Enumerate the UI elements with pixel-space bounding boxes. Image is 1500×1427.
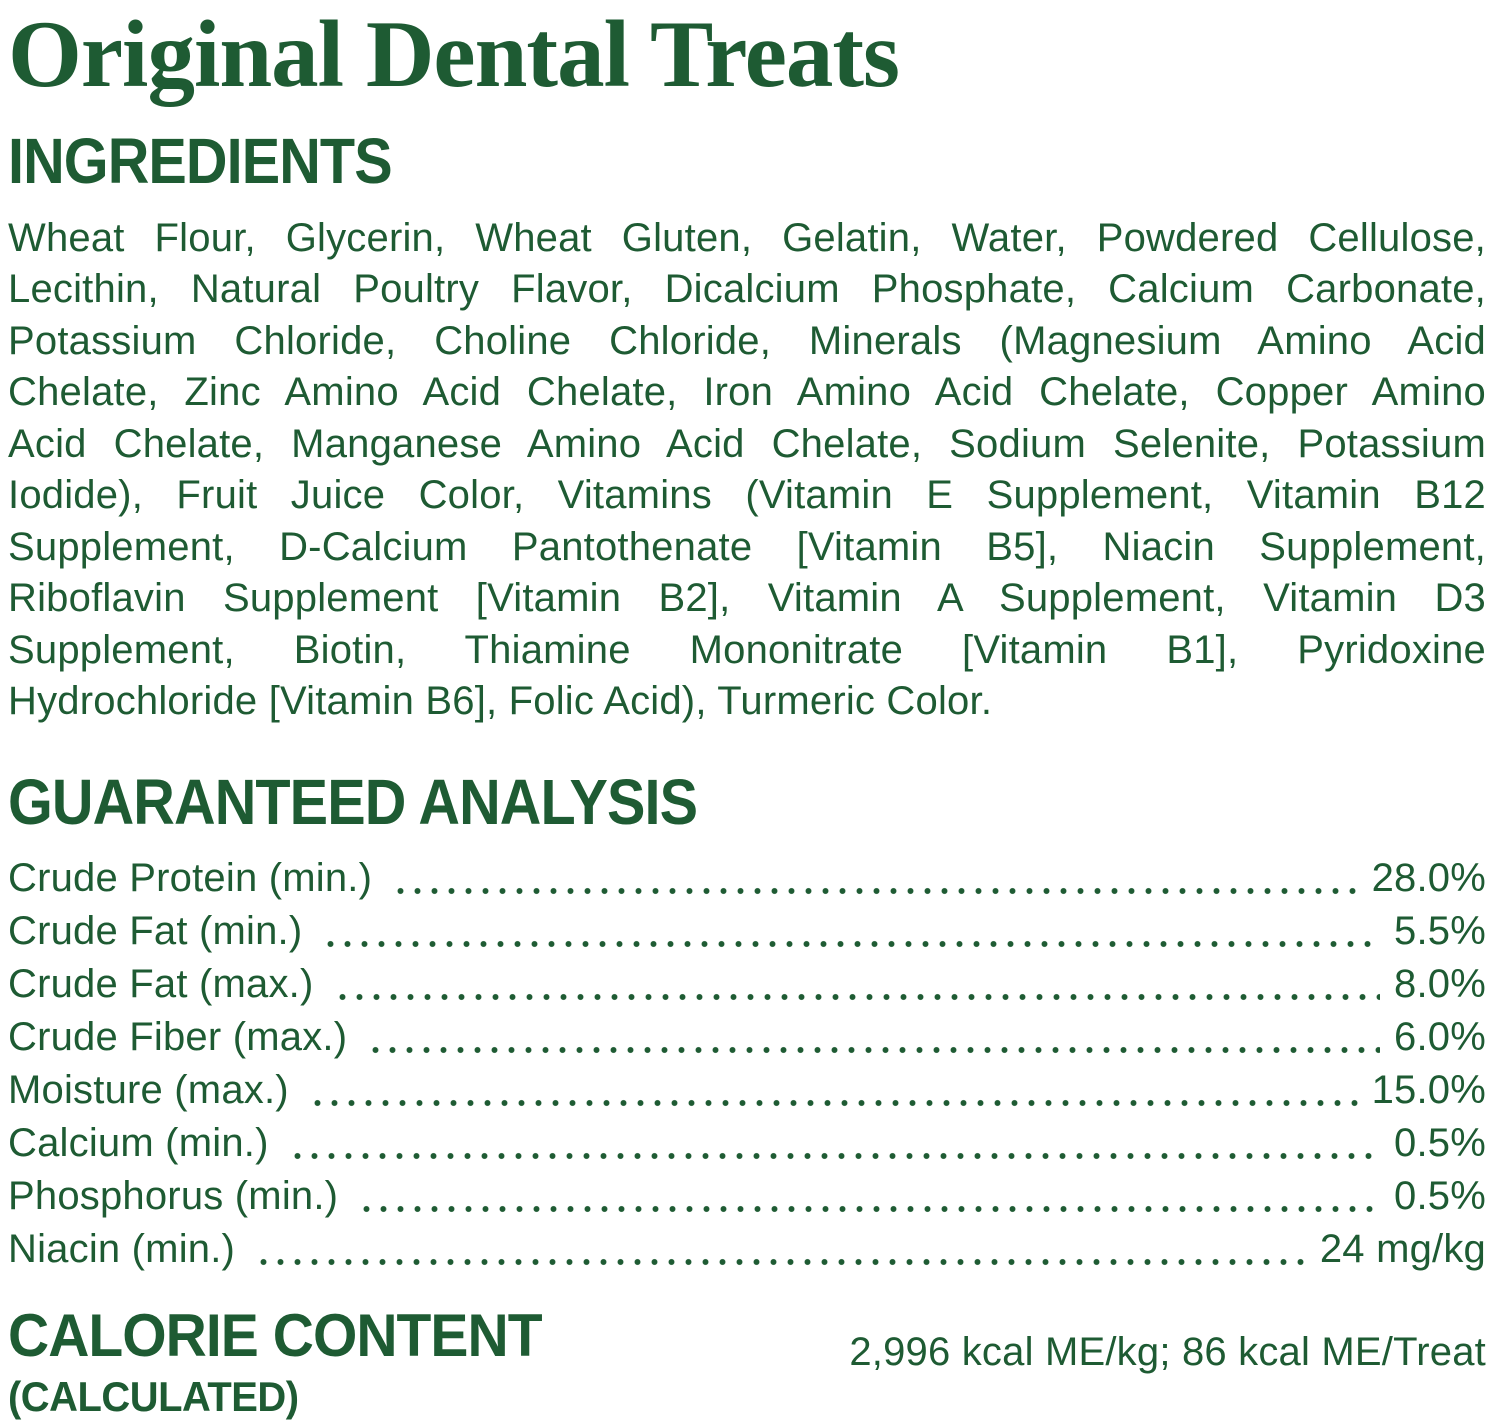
analysis-value: 5.5%: [1394, 908, 1486, 953]
analysis-value: 0.5%: [1394, 1173, 1486, 1218]
analysis-label: Moisture (max.): [8, 1067, 289, 1112]
analysis-row: [8, 958, 1486, 1011]
analysis-row: [8, 905, 1486, 958]
dot-leader: [289, 1117, 1380, 1170]
ingredients-line: Riboflavin Supplement [Vitamin B2], Vitamin A Supplement, Vitamin D3: [8, 576, 1486, 621]
dot-leader: [358, 1170, 1380, 1223]
ingredients-heading: INGREDIENTS: [8, 124, 392, 197]
ingredients-line: Chelate, Zinc Amino Acid Chelate, Iron Amino Acid Chelate, Copper Amino: [8, 370, 1486, 415]
analysis-value: 0.5%: [1394, 1120, 1486, 1165]
dot-leader: [322, 905, 1380, 958]
analysis-value: 6.0%: [1394, 1014, 1486, 1059]
analysis-value: 15.0%: [1371, 1067, 1486, 1112]
calorie-content-value: 2,996 kcal ME/kg; 86 kcal ME/Treat: [849, 1329, 1486, 1374]
dot-leader: [309, 1064, 1358, 1117]
calorie-content-section: [8, 1301, 1486, 1420]
analysis-row: [8, 852, 1486, 905]
dot-leader: [255, 1223, 1306, 1276]
ingredients-line: Hydrochloride [Vitamin B6], Folic Acid), Turmeric Color.: [8, 679, 993, 724]
dot-leader: [334, 958, 1381, 1011]
guaranteed-analysis-heading: GUARANTEED ANALYSIS: [8, 765, 698, 838]
analysis-value: 24 mg/kg: [1319, 1226, 1486, 1271]
ingredients-paragraph: [8, 213, 1486, 728]
analysis-value: 28.0%: [1371, 855, 1486, 900]
ingredients-line: Lecithin, Natural Poultry Flavor, Dicalcium Phosphate, Calcium Carbonate,: [8, 267, 1486, 312]
ingredients-line: Acid Chelate, Manganese Amino Acid Chelate, Sodium Selenite, Potassium: [8, 421, 1486, 466]
ingredients-line: Supplement, Biotin, Thiamine Mononitrate [Vitamin B1], Pyridoxine: [8, 627, 1486, 672]
dot-leader: [392, 852, 1357, 905]
analysis-row: [8, 1170, 1486, 1223]
analysis-row: [8, 1117, 1486, 1170]
ingredients-line: Potassium Chloride, Choline Chloride, Minerals (Magnesium Amino Acid: [8, 318, 1486, 363]
guaranteed-analysis-table: [8, 852, 1486, 1276]
analysis-row: [8, 1064, 1486, 1117]
ingredients-line: Supplement, D-Calcium Pantothenate [Vitamin B5], Niacin Supplement,: [8, 524, 1486, 569]
dot-leader: [367, 1011, 1380, 1064]
ingredients-line: Wheat Flour, Glycerin, Wheat Gluten, Gelatin, Water, Powdered Cellulose,: [8, 215, 1486, 260]
analysis-label: Calcium (min.): [8, 1120, 269, 1165]
analysis-value: 8.0%: [1394, 961, 1486, 1006]
calorie-content-headings: [8, 1301, 570, 1420]
analysis-label: Crude Fat (min.): [8, 908, 303, 953]
analysis-label: Niacin (min.): [8, 1226, 236, 1271]
analysis-label: Crude Fat (max.): [8, 961, 314, 1006]
analysis-label: Crude Fiber (max.): [8, 1014, 348, 1059]
analysis-label: Crude Protein (min.): [8, 855, 373, 900]
analysis-row: [8, 1011, 1486, 1064]
analysis-row: [8, 1223, 1486, 1276]
ingredients-line: Iodide), Fruit Juice Color, Vitamins (Vitamin E Supplement, Vitamin B12: [8, 473, 1486, 518]
page-title: Original Dental Treats: [8, 1, 900, 107]
analysis-label: Phosphorus (min.): [8, 1173, 339, 1218]
calorie-calculated-subheading: (CALCULATED): [8, 1372, 299, 1420]
calorie-content-heading: CALORIE CONTENT: [8, 1301, 542, 1369]
